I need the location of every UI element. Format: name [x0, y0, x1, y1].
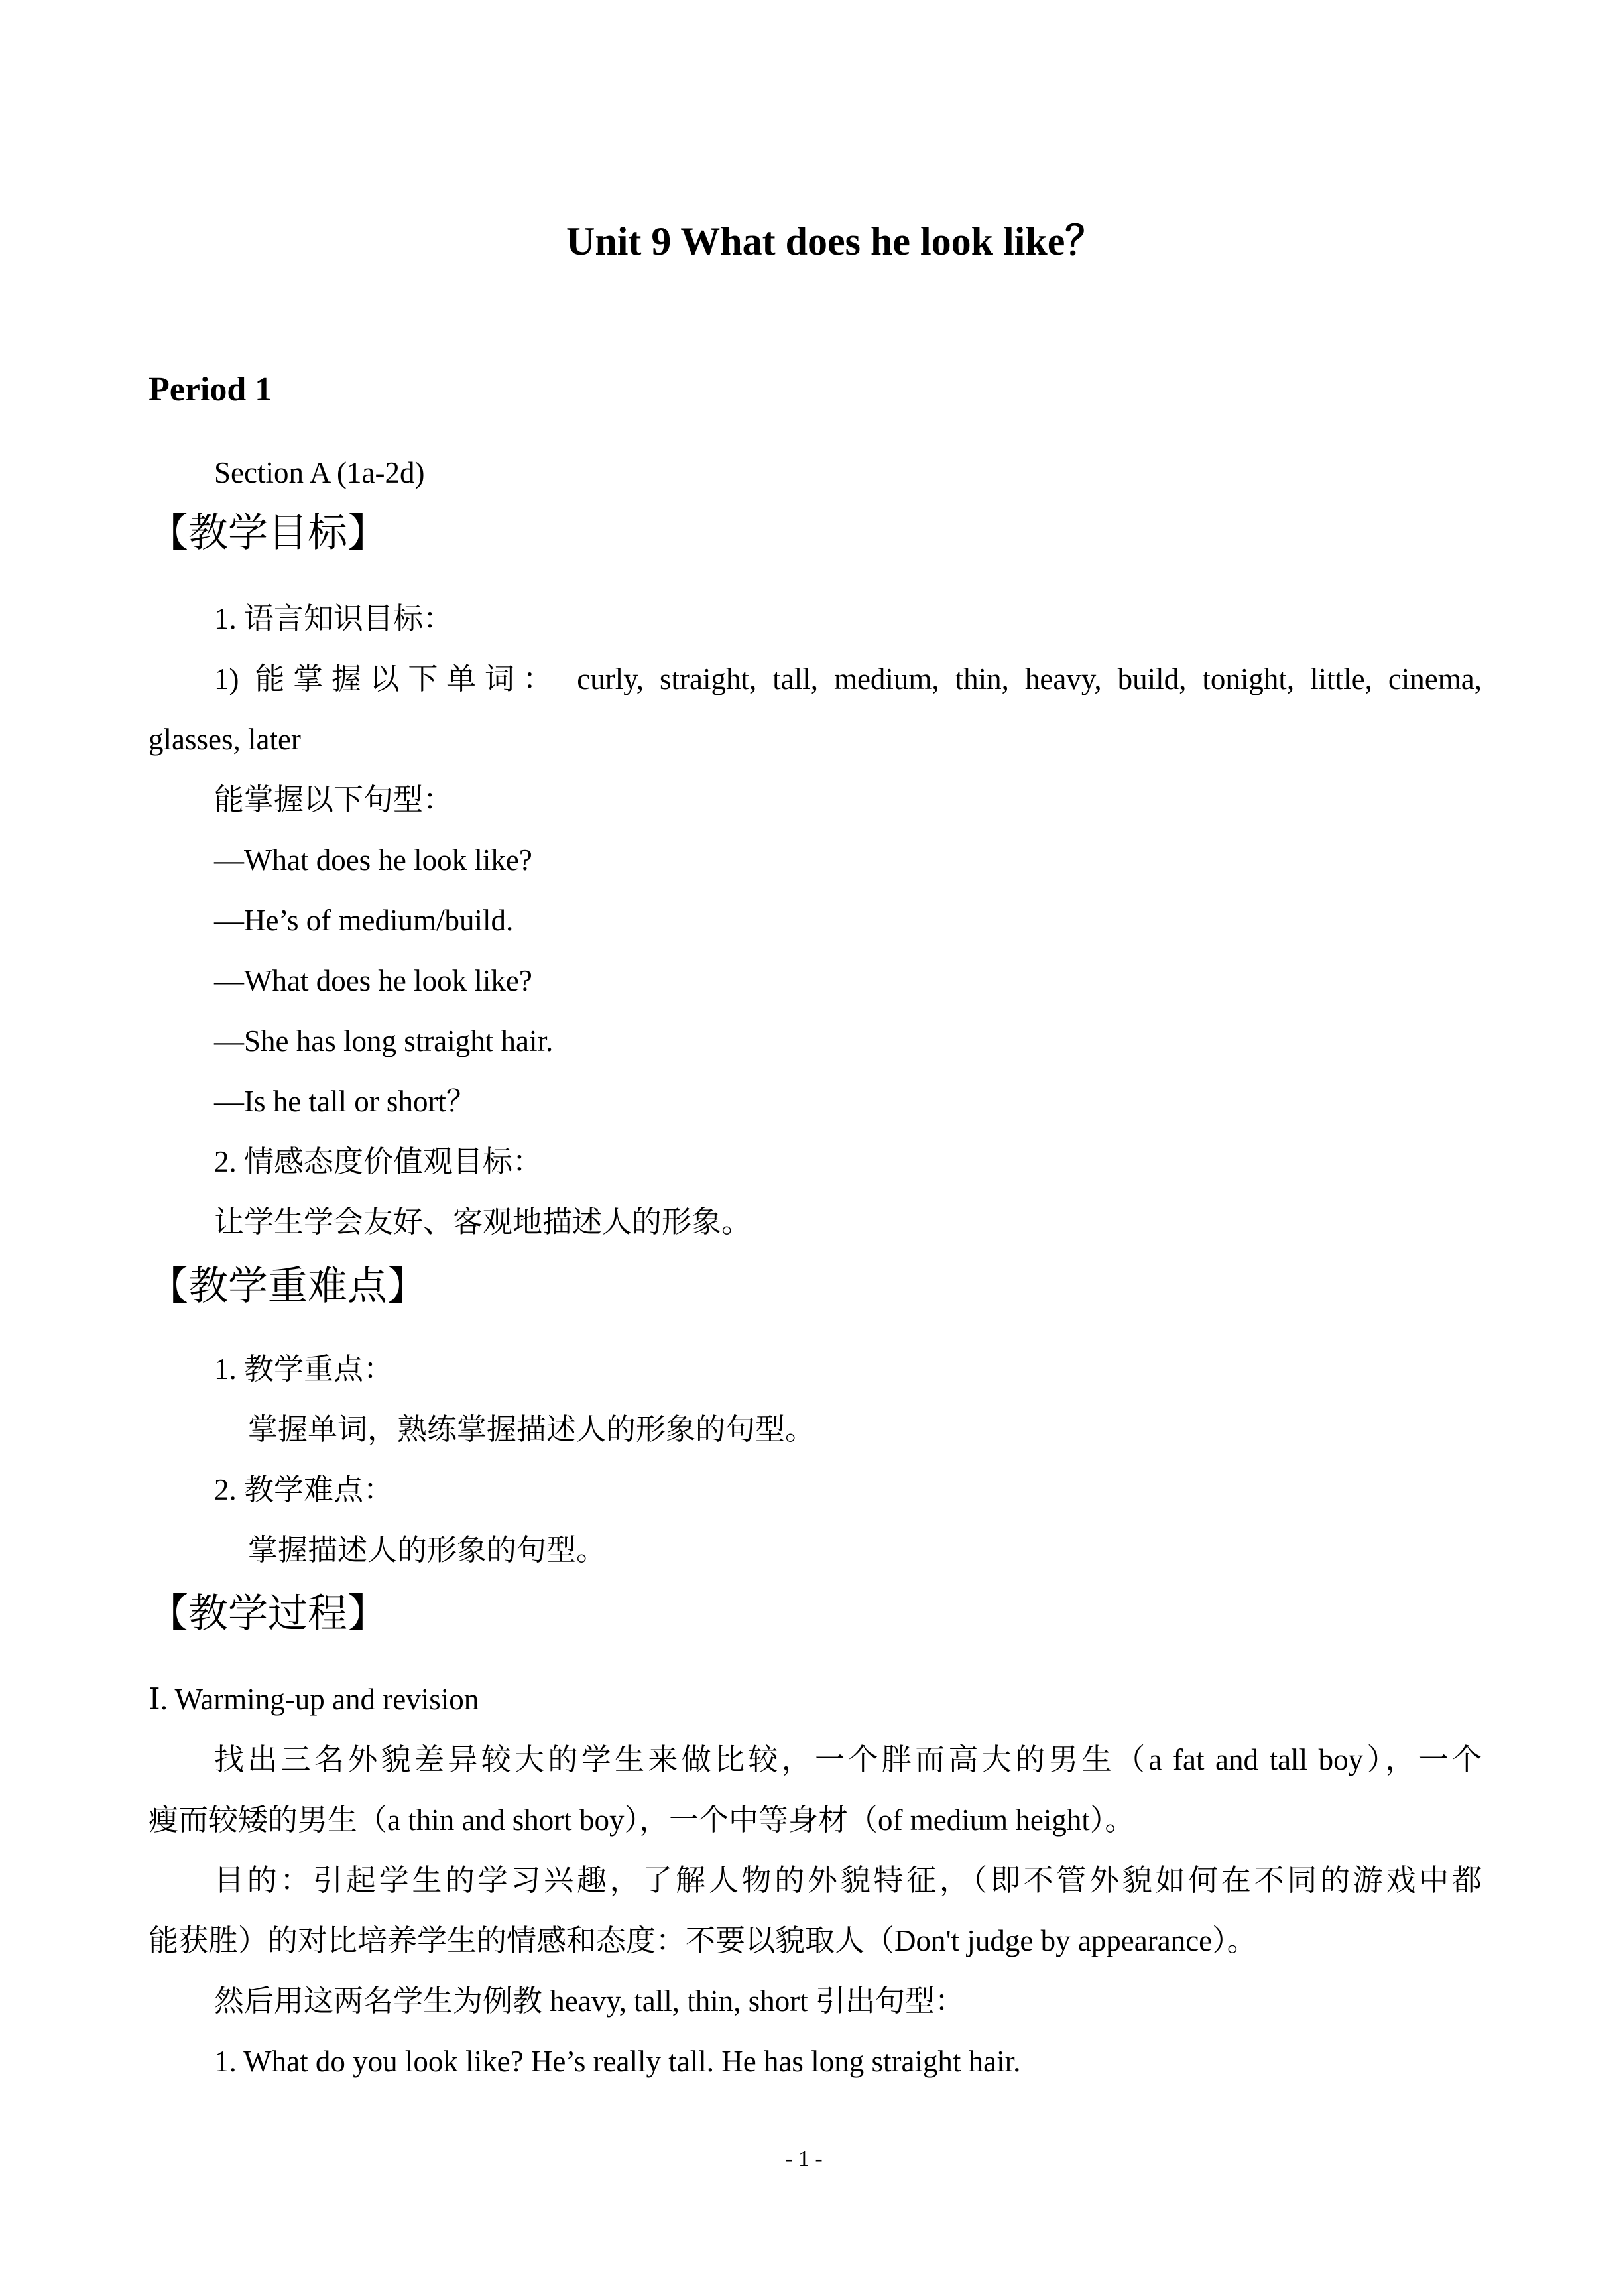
pattern-line: —Is he tall or short？	[214, 1085, 476, 1118]
pattern-line: —He’s of medium/build.	[214, 904, 514, 937]
goal-1-vocab-line-2: glasses, later	[149, 723, 301, 756]
goal-1-patterns-label: 能掌握以下句型：	[214, 783, 453, 816]
key-point-2-text: 掌握描述人的形象的句型。	[248, 1534, 607, 1567]
page-number: - 1 -	[785, 2147, 823, 2171]
section-label: Section A (1a-2d)	[214, 456, 425, 489]
key-point-2-label: 2. 教学难点：	[214, 1473, 394, 1506]
warmup-example: 1. What do you look like? He’s really tall. He has long straight hair.	[214, 2045, 1021, 2078]
warmup-paragraph-3: 然后用这两名学生为例教 heavy, tall, thin, short 引出句型：	[214, 1984, 965, 2018]
key-point-1-label: 1. 教学重点：	[214, 1353, 394, 1386]
goal-2-label: 2. 情感态度价值观目标：	[214, 1145, 543, 1178]
goal-1-label: 1. 语言知识目标：	[214, 602, 453, 635]
warmup-paragraph-2-line-1: 目的：引起学生的学习兴趣，了解人物的外貌特征，（即不管外貌如何在不同的游戏中都	[214, 1864, 1482, 1897]
warmup-paragraph-2-line-2: 能获胜）的对比培养学生的情感和态度：不要以貌取人（Don't judge by appearance）。	[149, 1924, 1257, 1957]
warmup-paragraph-1-line-2: 瘦而较矮的男生（a thin and short boy），一个中等身材（of medium height）。	[149, 1803, 1135, 1837]
pattern-line: —What does he look like?	[214, 964, 532, 997]
heading-teaching-process: 【教学过程】	[149, 1592, 387, 1636]
pattern-line: —What does he look like?	[214, 843, 532, 876]
document-title: Unit 9 What does he look like？	[566, 219, 1105, 263]
goal-1-vocab-line-1: 1) 能掌握以下单词： curly, straight, tall, medium, thin, heavy, build, tonight, little, cinema,	[214, 662, 1482, 695]
goal-2-text: 让学生学会友好、客观地描述人的形象。	[214, 1205, 752, 1239]
warmup-paragraph-1-line-1: 找出三名外貌差异较大的学生来做比较，一个胖而高大的男生（a fat and tall boy），一个	[214, 1743, 1482, 1776]
key-point-1-text: 掌握单词，熟练掌握描述人的形象的句型。	[248, 1413, 815, 1446]
period-heading: Period 1	[149, 371, 272, 408]
heading-key-points: 【教学重难点】	[149, 1264, 427, 1308]
pattern-line: —She has long straight hair.	[214, 1024, 554, 1057]
warmup-title: Ⅰ. Warming-up and revision	[149, 1683, 479, 1716]
heading-teaching-goals: 【教学目标】	[149, 511, 387, 555]
